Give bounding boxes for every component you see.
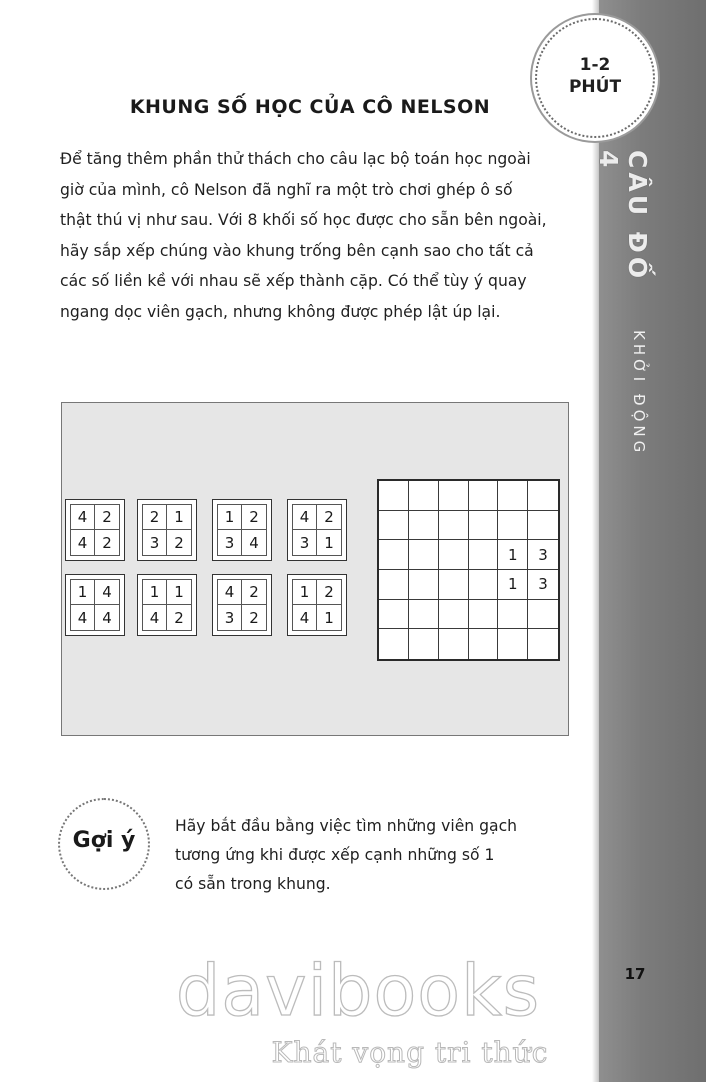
puzzle-title: KHUNG SỐ HỌC CỦA CÔ NELSON [129, 96, 491, 118]
tile-cell: 3 [218, 605, 242, 630]
board-cell: 1 [498, 570, 528, 600]
tile-cell: 2 [317, 505, 341, 530]
description-line: Để tăng thêm phần thử thách cho câu lạc bộ toán học ngoài [60, 150, 531, 168]
tile-cell: 4 [71, 505, 95, 530]
number-tile [137, 499, 197, 561]
description-line: các số liền kề với nhau sẽ xếp thành cặp. Có thể tùy ý quay [60, 272, 527, 290]
tile-cell: 1 [143, 580, 167, 605]
tile-cell: 2 [242, 505, 266, 530]
tile-cell: 2 [174, 608, 184, 627]
tile-cell: 1 [167, 505, 191, 530]
time-badge [535, 18, 655, 138]
tile-cell: 4 [249, 533, 259, 552]
board-cell: 3 [528, 540, 558, 570]
board-cell [528, 481, 558, 511]
hint-line: tương ứng khi được xếp cạnh những số 1 [175, 846, 495, 864]
tile-cell: 1 [218, 505, 242, 530]
board-cell [469, 600, 499, 630]
tile-cell: 2 [317, 580, 341, 605]
tile-cell: 4 [293, 505, 317, 530]
tile-cell: 4 [71, 605, 95, 630]
board-cell: 3 [528, 570, 558, 600]
board-cell: 1 [498, 540, 528, 570]
tile-cell: 3 [143, 530, 167, 555]
tile-cell: 1 [71, 580, 95, 605]
board-cell [439, 481, 469, 511]
board-cell [439, 600, 469, 630]
board-cell [439, 540, 469, 570]
tile-cell: 1 [167, 580, 191, 605]
page-number: 17 [624, 965, 646, 983]
tile-cell: 2 [174, 533, 184, 552]
section-label: KHỞI ĐỘNG [630, 330, 648, 457]
board-cell [409, 600, 439, 630]
board-cell [439, 570, 469, 600]
puzzle-board [377, 479, 560, 661]
tile-cell: 4 [293, 605, 317, 630]
time-badge-text: 1-2 PHÚT [568, 55, 622, 97]
hint-line: có sẵn trong khung. [175, 875, 331, 893]
board-cell [469, 570, 499, 600]
board-cell [439, 629, 469, 659]
tile-cell: 4 [102, 608, 112, 627]
tile-cell: 1 [293, 580, 317, 605]
tile-cell: 2 [95, 505, 119, 530]
board-cell [528, 511, 558, 541]
board-cell [469, 511, 499, 541]
description-line: hãy sắp xếp chúng vào khung trống bên cạnh sao cho tất cả [60, 241, 534, 260]
tile-cell: 2 [143, 505, 167, 530]
hint-badge [58, 798, 150, 890]
number-tile [212, 574, 272, 636]
board-cell [498, 629, 528, 659]
board-cell [409, 481, 439, 511]
description-line: giờ của mình, cô Nelson đã nghĩ ra một trò chơi ghép ô số [60, 180, 513, 199]
tile-cell: 2 [242, 580, 266, 605]
puzzle-description [60, 144, 600, 327]
board-cell [379, 511, 409, 541]
hint-text [175, 812, 575, 899]
tile-cell: 4 [95, 580, 119, 605]
tile-cell: 4 [71, 530, 95, 555]
hint-line: Hãy bắt đầu bằng việc tìm những viên gạch [175, 817, 518, 835]
board-cell [379, 540, 409, 570]
hint-label: Gợi ý [72, 828, 136, 853]
board-cell [469, 629, 499, 659]
board-cell [409, 570, 439, 600]
tile-cell: 4 [218, 580, 242, 605]
tile-cell: 1 [324, 533, 334, 552]
number-tile [287, 499, 347, 561]
number-tile [212, 499, 272, 561]
number-tile [65, 499, 125, 561]
board-cell [379, 481, 409, 511]
tile-cell: 3 [293, 530, 317, 555]
watermark-brand: davibooks [175, 950, 541, 1032]
number-tile [137, 574, 197, 636]
board-cell [439, 511, 469, 541]
board-cell [409, 629, 439, 659]
watermark-tagline: Khát vọng tri thức [271, 1036, 549, 1069]
tile-cell: 4 [143, 605, 167, 630]
board-cell [528, 600, 558, 630]
tile-cell: 3 [218, 530, 242, 555]
board-cell [528, 629, 558, 659]
board-cell [409, 511, 439, 541]
board-cell [498, 511, 528, 541]
chapter-label: CÂU ĐỐ 4 [594, 150, 652, 283]
number-tile [287, 574, 347, 636]
tile-cell: 1 [324, 608, 334, 627]
tile-cell: 2 [249, 608, 259, 627]
board-cell [469, 481, 499, 511]
description-line: thật thú vị như sau. Với 8 khối số học được cho sẵn bên ngoài, [60, 211, 547, 229]
description-line: ngang dọc viên gạch, nhưng không được phép lật úp lại. [60, 302, 501, 321]
board-cell [498, 600, 528, 630]
board-cell [379, 629, 409, 659]
number-tile [65, 574, 125, 636]
board-cell [379, 600, 409, 630]
board-cell [409, 540, 439, 570]
board-cell [498, 481, 528, 511]
tile-cell: 2 [102, 533, 112, 552]
board-cell [469, 540, 499, 570]
board-cell [379, 570, 409, 600]
